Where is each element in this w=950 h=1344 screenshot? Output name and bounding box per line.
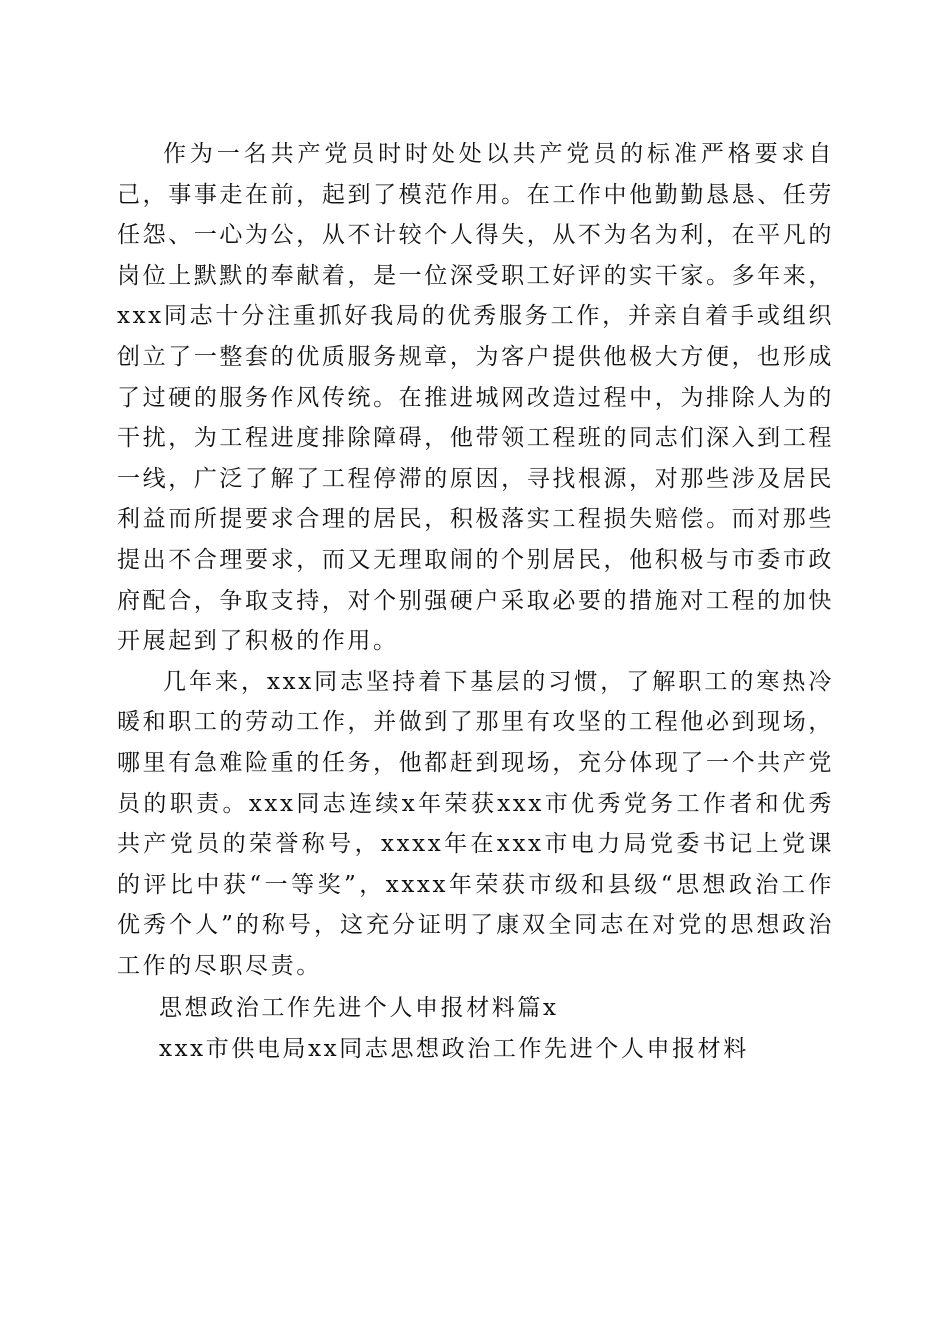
body-paragraph-1: 作为一名共产党员时时处处以共产党员的标准严格要求自己，事事走在前，起到了模范作用。在工作中他勤勤恳恳、任劳任怨、一心为公，从不计较个人得失，从不为名为利，在平凡的岗位上默默的奉献着，是一位深受职工好评的实干家。多年来，xxx同志十分注重抓好我局的优秀服务工作，并亲自着手或组织创立了一整套的优质服务规章，为客户提供他极大方便，也形成了过硬的服务作风传统。在推进城网改造过程中，为排除人为的干扰，为工程进度排除障碍，他带领工程班的同志们深入到工程一线，广泛了解了工程停滞的原因，寻找根源，对那些涉及居民利益而所提要求合理的居民，积极落实工程损失赔偿。而对那些提出不合理要求，而又无理取闹的个别居民，他积极与市委市政府配合，争取支持，对个别强硬户采取必要的措施对工程的加快开展起到了积极的作用。 [117,141,834,655]
document-body [117,134,834,1070]
body-paragraph-2: 几年来，xxx同志坚持着下基层的习惯，了解职工的寒热冷暖和职工的劳动工作，并做到了那里有攻坚的工程他必到现场，哪里有急难险重的任务，他都赶到现场，充分体现了一个共产党员的职责。xxx同志连续x年荣获xxx市优秀党务工作者和优秀共产党员的荣誉称号，xxxx年在xxx市电力局党委书记上党课的评比中获“一等奖”，xxxx年荣获市级和县级“思想政治工作优秀个人”的称号，这充分证明了康双全同志在对党的思想政治工作的尽职尽责。 [117,668,834,979]
section-heading: 思想政治工作先进个人申报材料篇x [159,995,559,1022]
document-title: xxx市供电局xx同志思想政治工作先进个人申报材料 [159,1036,749,1063]
